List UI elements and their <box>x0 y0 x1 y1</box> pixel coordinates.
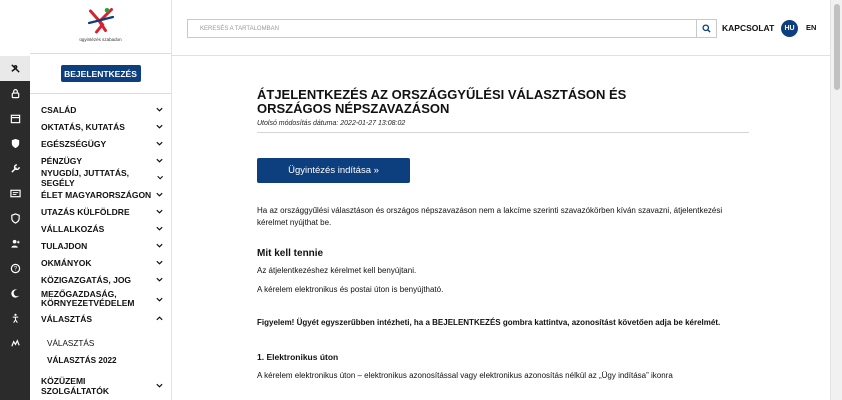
menu-item[interactable]: CSALÁD <box>41 101 171 118</box>
menu-item[interactable]: VÁLLALKOZÁS <box>41 220 171 237</box>
login-button[interactable]: BEJELENTKEZÉS <box>61 65 141 82</box>
sign-language-icon[interactable] <box>0 331 30 356</box>
icon-rail <box>0 0 30 400</box>
sidebar <box>30 0 172 400</box>
search-icon <box>702 24 711 33</box>
chevron-up-icon <box>155 314 164 323</box>
logo-mark-icon <box>86 5 116 35</box>
menu-item[interactable]: NYUGDÍJ, JUTTATÁS, SEGÉLY <box>41 169 171 186</box>
calendar-icon[interactable] <box>0 106 30 131</box>
menu-item-agriculture[interactable]: MEZŐGAZDASÁG, KÖRNYEZETVÉDELEM <box>41 288 171 310</box>
wrench-icon[interactable] <box>0 156 30 181</box>
user-plus-icon[interactable] <box>0 231 30 256</box>
chevron-down-icon <box>155 190 164 199</box>
chevron-down-icon <box>155 122 164 131</box>
intro-text: Ha az országgyűlési választáson és országos népszavazáson nem a lakcíme szerinti szavazókörben kíván szavazni, átjelentkezési kérelmet nyújthat be. <box>257 206 723 227</box>
scrollbar[interactable] <box>830 0 842 400</box>
chevron-down-icon <box>155 156 164 165</box>
chevron-down-icon <box>155 207 164 216</box>
logo-text: ügyintézés szabadon <box>79 37 122 42</box>
menu-item[interactable]: KÖZIGAZGATÁS, JOG <box>41 271 171 288</box>
sub-item-election-2022[interactable]: VÁLASZTÁS 2022 <box>47 356 117 365</box>
login-area <box>30 54 171 94</box>
menu-item[interactable]: TULAJDON <box>41 237 171 254</box>
scrollbar-thumb[interactable] <box>834 4 840 90</box>
warning-text: Figyelem! Ügyét egyszerűbben intézheti, ha a BEJELENTKEZÉS gombra kattintva, azonosítást követően adja be kérelmét. <box>257 318 721 327</box>
menu-item[interactable]: UTAZÁS KÜLFÖLDRE <box>41 203 171 220</box>
accessibility-icon[interactable] <box>0 306 30 331</box>
chevron-down-icon <box>155 224 164 233</box>
svg-text:?: ? <box>13 266 17 273</box>
shield-check-icon[interactable] <box>0 206 30 231</box>
search-button[interactable] <box>696 20 716 37</box>
chevron-down-icon <box>155 105 164 114</box>
language-en-button[interactable]: EN <box>806 23 817 32</box>
chevron-down-icon <box>155 295 164 304</box>
person-icon[interactable] <box>0 56 30 81</box>
logo[interactable] <box>30 0 171 54</box>
menu-item-election[interactable]: VÁLASZTÁS <box>41 310 171 327</box>
paragraph: Az átjelentkezéshez kérelmet kell benyújtani. <box>257 266 417 275</box>
help-icon[interactable] <box>0 256 30 281</box>
language-hu-button[interactable]: HU <box>781 20 798 37</box>
paragraph: A kérelem elektronikus és postai úton is benyújtható. <box>257 285 444 294</box>
menu-item[interactable]: EGÉSZSÉGÜGY <box>41 135 171 152</box>
main-content <box>257 88 749 382</box>
chevron-down-icon <box>155 275 164 284</box>
menu-item-utilities[interactable]: KÖZÜZEMI SZOLGÁLTATÓK <box>41 377 171 394</box>
header <box>172 0 830 56</box>
last-modified: Utolsó módosítás dátuma: 2022-01-27 13:08:02 <box>257 120 749 133</box>
page-title: ÁTJELENTKEZÉS AZ ORSZÁGGYŰLÉSI VÁLASZTÁSON ÉS ORSZÁGOS NÉPSZAVAZÁSON <box>257 87 627 116</box>
menu-item[interactable]: OKTATÁS, KUTATÁS <box>41 118 171 135</box>
lock-icon[interactable] <box>0 81 30 106</box>
search-input[interactable]: KERESÉS A TARTALOMBAN <box>200 25 279 32</box>
menu-item[interactable]: OKMÁNYOK <box>41 254 171 271</box>
section-heading: Mit kell tennie <box>257 248 324 259</box>
chevron-down-icon <box>155 381 164 390</box>
contact-link[interactable]: KAPCSOLAT <box>722 23 775 33</box>
menu-item[interactable]: ÉLET MAGYARORSZÁGON <box>41 186 171 203</box>
chevron-down-icon <box>155 139 164 148</box>
sub-heading: 1. Elektronikus úton <box>257 352 339 362</box>
search-box <box>187 19 717 38</box>
chevron-down-icon <box>156 173 164 182</box>
sub-item-election[interactable]: VÁLASZTÁS <box>47 339 95 348</box>
moon-icon[interactable] <box>0 281 30 306</box>
id-card-icon[interactable] <box>0 181 30 206</box>
rail-top <box>0 0 30 56</box>
paragraph: A kérelem elektronikus úton – elektronikus azonosítással vagy elektronikus azonosítás nélkül az „Ügy indítása” ikonra <box>257 371 673 380</box>
menu-item[interactable]: PÉNZÜGY <box>41 152 171 169</box>
chevron-down-icon <box>155 258 164 267</box>
start-procedure-button[interactable]: Ügyintézés indítása » <box>257 158 410 183</box>
shield-icon[interactable] <box>0 131 30 156</box>
category-menu <box>30 94 171 394</box>
chevron-down-icon <box>155 241 164 250</box>
